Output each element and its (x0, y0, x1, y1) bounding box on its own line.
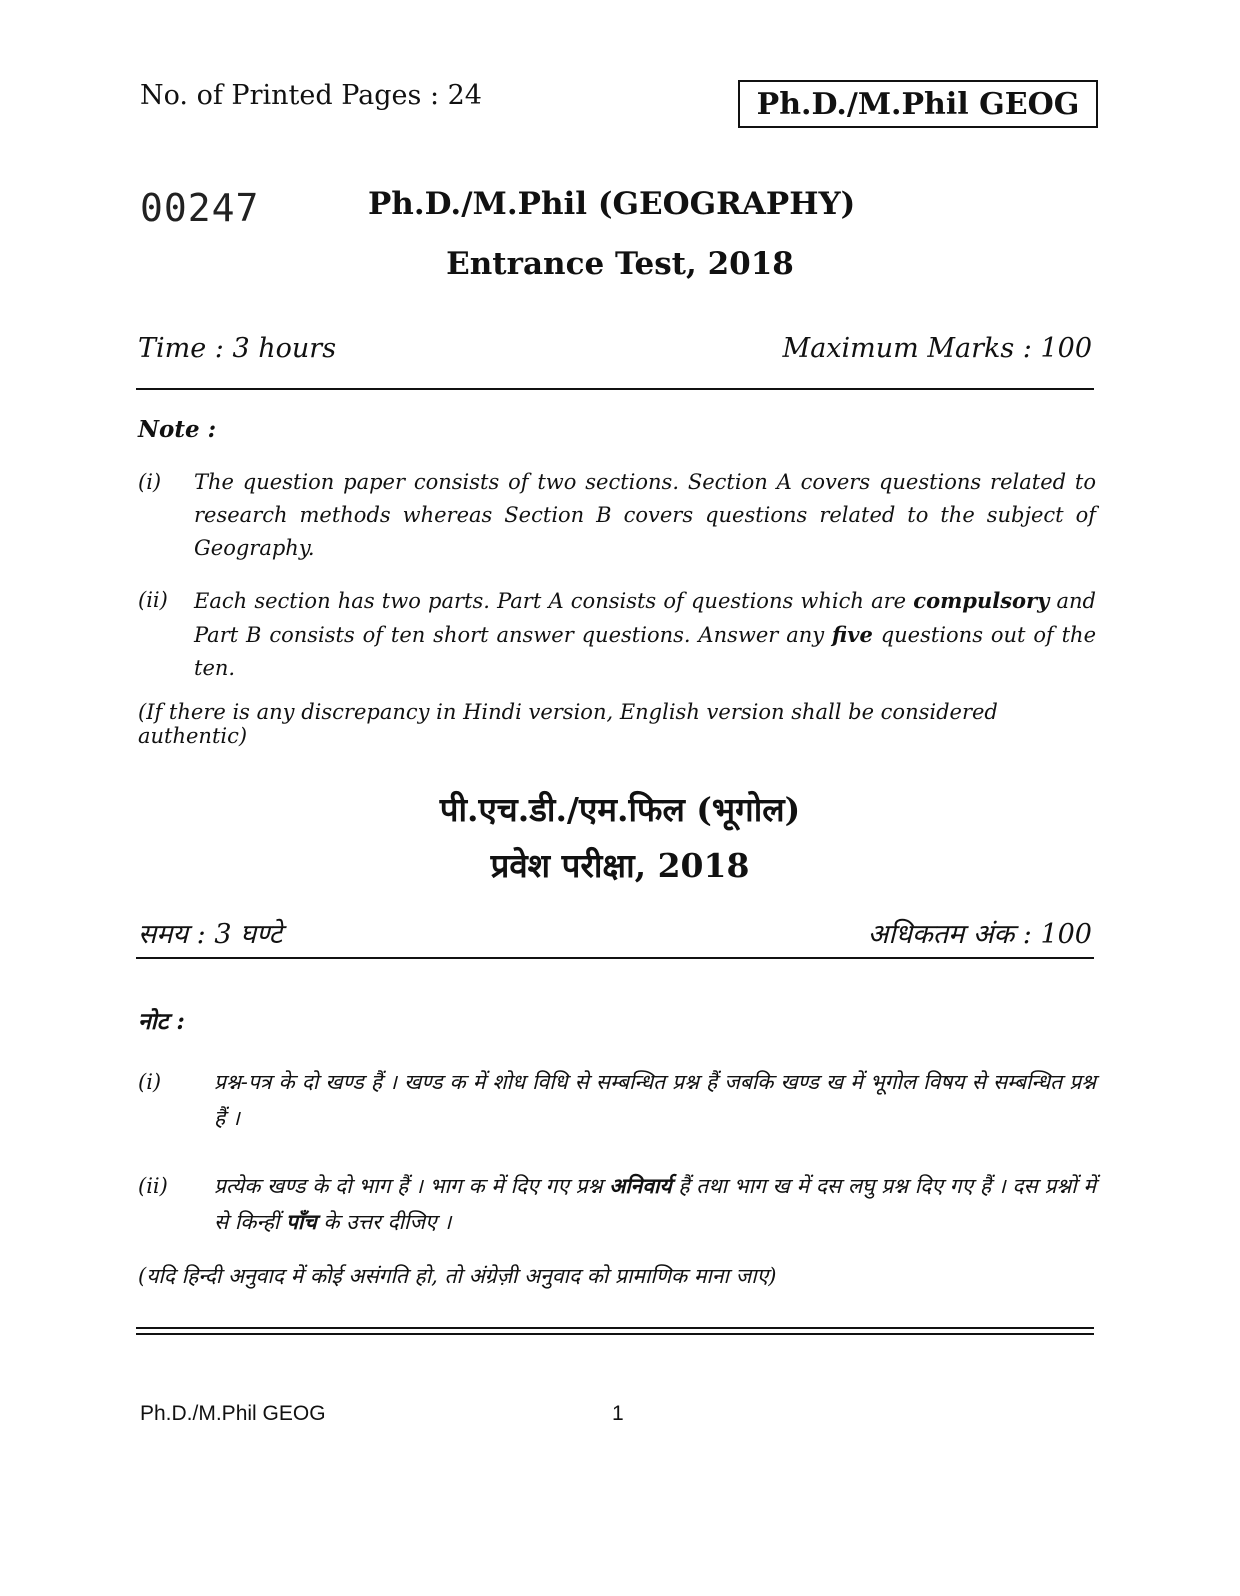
english-note-item (138, 466, 1096, 565)
note-bold-compulsory: अनिवार्य (609, 1173, 672, 1198)
hindi-time-marks-row (138, 914, 1092, 951)
note-text-part: Each section has two parts. Part A consists of questions which are (194, 589, 914, 613)
hindi-max-marks: अधिकतम अंक : 100 (867, 919, 1092, 950)
english-time: Time : 3 hours (138, 333, 337, 364)
hindi-note-item (138, 1168, 1096, 1240)
note-number: (ii) (138, 588, 168, 612)
hindi-note-heading: नोट : (138, 1008, 185, 1035)
footer-paper-code: Ph.D./M.Phil GEOG (140, 1402, 326, 1425)
hindi-title: पी.एच.डी./एम.फिल (भूगोल) (439, 790, 801, 829)
note-text-part: प्रत्येक खण्ड के दो भाग हैं । भाग क में दिए गए प्रश्न (214, 1174, 610, 1198)
hindi-disclaimer: (यदि हिन्दी अनुवाद में कोई असंगति हो, तो अंग्रेज़ी अनुवाद को प्रामाणिक माना जाए) (138, 1264, 777, 1288)
hindi-divider (136, 957, 1094, 959)
footer-page-number: 1 (612, 1402, 624, 1425)
note-number: (i) (138, 470, 162, 494)
english-title: Ph.D./M.Phil (GEOGRAPHY) (368, 186, 856, 222)
note-number: (i) (138, 1070, 162, 1094)
english-note-heading: Note : (138, 416, 217, 443)
hindi-subtitle: प्रवेश परीक्षा, 2018 (490, 846, 750, 885)
serial-number: 00247 (140, 186, 260, 230)
note-bold-compulsory: compulsory (913, 588, 1050, 613)
note-bold-five: five (831, 622, 873, 647)
note-text: प्रश्न-पत्र के दो खण्ड हैं । खण्ड क में शोध विधि से सम्बन्धित प्रश्न हैं जबकि खण्ड ख में भूगोल विषय से सम्बन्धित प्रश्न हैं । (214, 1070, 1096, 1130)
hindi-note-item (138, 1064, 1096, 1136)
note-text (214, 1168, 1096, 1240)
english-time-marks-row (138, 333, 1092, 364)
note-text (194, 584, 1096, 685)
note-text: The question paper consists of two sections. Section A covers questions related to research methods whereas Section B covers questions related to the subject of Geography. (194, 470, 1096, 560)
note-text-part: हैं तथा भाग ख में दस लघु प्रश्न दिए गए हैं । दस प्रश्नों में से किन्हीं (214, 1174, 1096, 1234)
note-text-part: and Part B consists of ten short answer questions. Answer any (194, 589, 1096, 647)
english-max-marks: Maximum Marks : 100 (782, 333, 1092, 364)
note-text-part: के उत्तर दीजिए । (316, 1210, 452, 1234)
note-number: (ii) (138, 1174, 168, 1198)
english-disclaimer: (If there is any discrepancy in Hindi version, English version shall be considered authentic) (138, 700, 998, 748)
english-subtitle: Entrance Test, 2018 (446, 246, 794, 282)
english-note-item (138, 584, 1096, 685)
printed-pages-count: No. of Printed Pages : 24 (140, 80, 482, 111)
note-text-part: questions out of the ten. (194, 623, 1096, 680)
paper-code-box: Ph.D./M.Phil GEOG (738, 80, 1098, 128)
footer-double-rule (136, 1327, 1094, 1335)
hindi-time: समय : 3 घण्टे (138, 919, 283, 950)
note-bold-five: पाँच (285, 1209, 317, 1234)
english-divider (136, 388, 1094, 390)
